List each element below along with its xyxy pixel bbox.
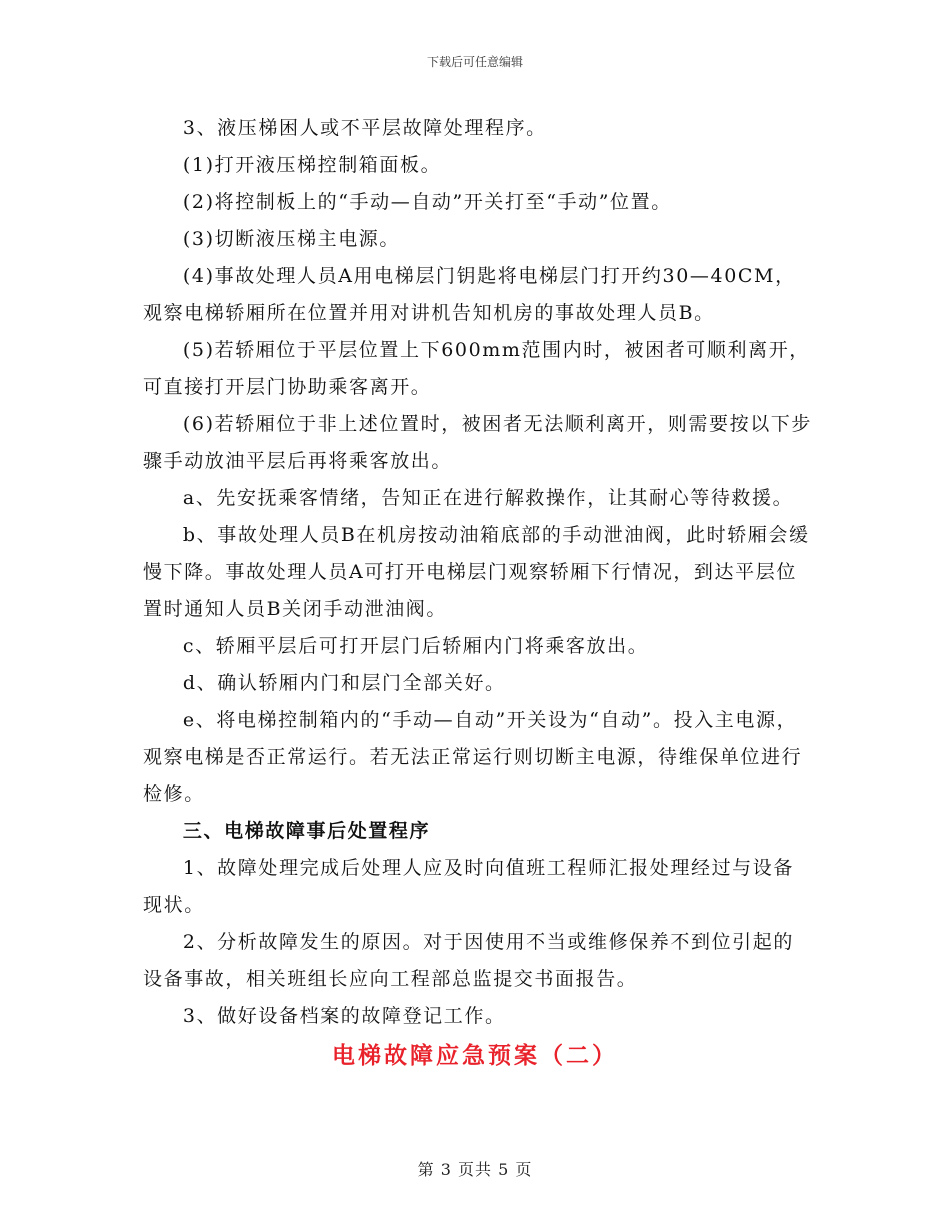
document-body (143, 110, 813, 1035)
paragraph: b、事故处理人员B在机房按动油箱底部的手动泄油阀，此时轿厢会缓慢下降。事故处理人员A可打开电梯层门观察轿厢下行情况，到达平层位置时通知人员B关闭手动泄油阀。 (143, 524, 810, 620)
paragraph: e、将电梯控制箱内的“手动—自动”开关设为“自动”。投入主电源，观察电梯是否正常运行。若无法正常运行则切断主电源，待维保单位进行检修。 (143, 709, 803, 805)
paragraph: (3)切断液压梯主电源。 (182, 228, 401, 250)
paragraph: 3、做好设备档案的故障登记工作。 (182, 1005, 506, 1027)
page-footer: 第 3 页共 5 页 (417, 1160, 533, 1179)
paragraph: (5)若轿厢位于平层位置上下600mm范围内时，被困者可顺利离开，可直接打开层门协助乘客离开。 (143, 339, 810, 398)
paragraph: d、确认轿厢内门和层门全部关好。 (182, 672, 506, 694)
paragraph: 1、故障处理完成后处理人应及时向值班工程师汇报处理经过与设备现状。 (143, 857, 794, 916)
header-note: 下载后可任意编辑 (426, 55, 523, 69)
paragraph: (6)若轿厢位于非上述位置时，被困者无法顺利离开，则需要按以下步骤手动放油平层后再将乘客放出。 (143, 413, 813, 472)
paragraph: 3、液压梯困人或不平层故障处理程序。 (182, 117, 547, 139)
document-title: 电梯故障应急预案（二） (332, 1042, 618, 1069)
paragraph: a、先安抚乘客情绪，告知正在进行解救操作，让其耐心等待救援。 (182, 487, 794, 509)
paragraph: (4)事故处理人员A用电梯层门钥匙将电梯层门打开约30—40CM，观察电梯轿厢所在位置并用对讲机告知机房的事故处理人员B。 (143, 265, 796, 324)
section-heading: 三、电梯故障事后处置程序 (182, 820, 431, 842)
paragraph: c、轿厢平层后可打开层门后轿厢内门将乘客放出。 (182, 635, 649, 657)
paragraph: (2)将控制板上的“手动—自动”开关打至“手动”位置。 (182, 191, 672, 213)
paragraph: (1)打开液压梯控制箱面板。 (182, 154, 442, 176)
paragraph: 2、分析故障发生的原因。对于因使用不当或维修保养不到位引起的设备事故，相关班组长应向工程部总监提交书面报告。 (143, 931, 794, 990)
